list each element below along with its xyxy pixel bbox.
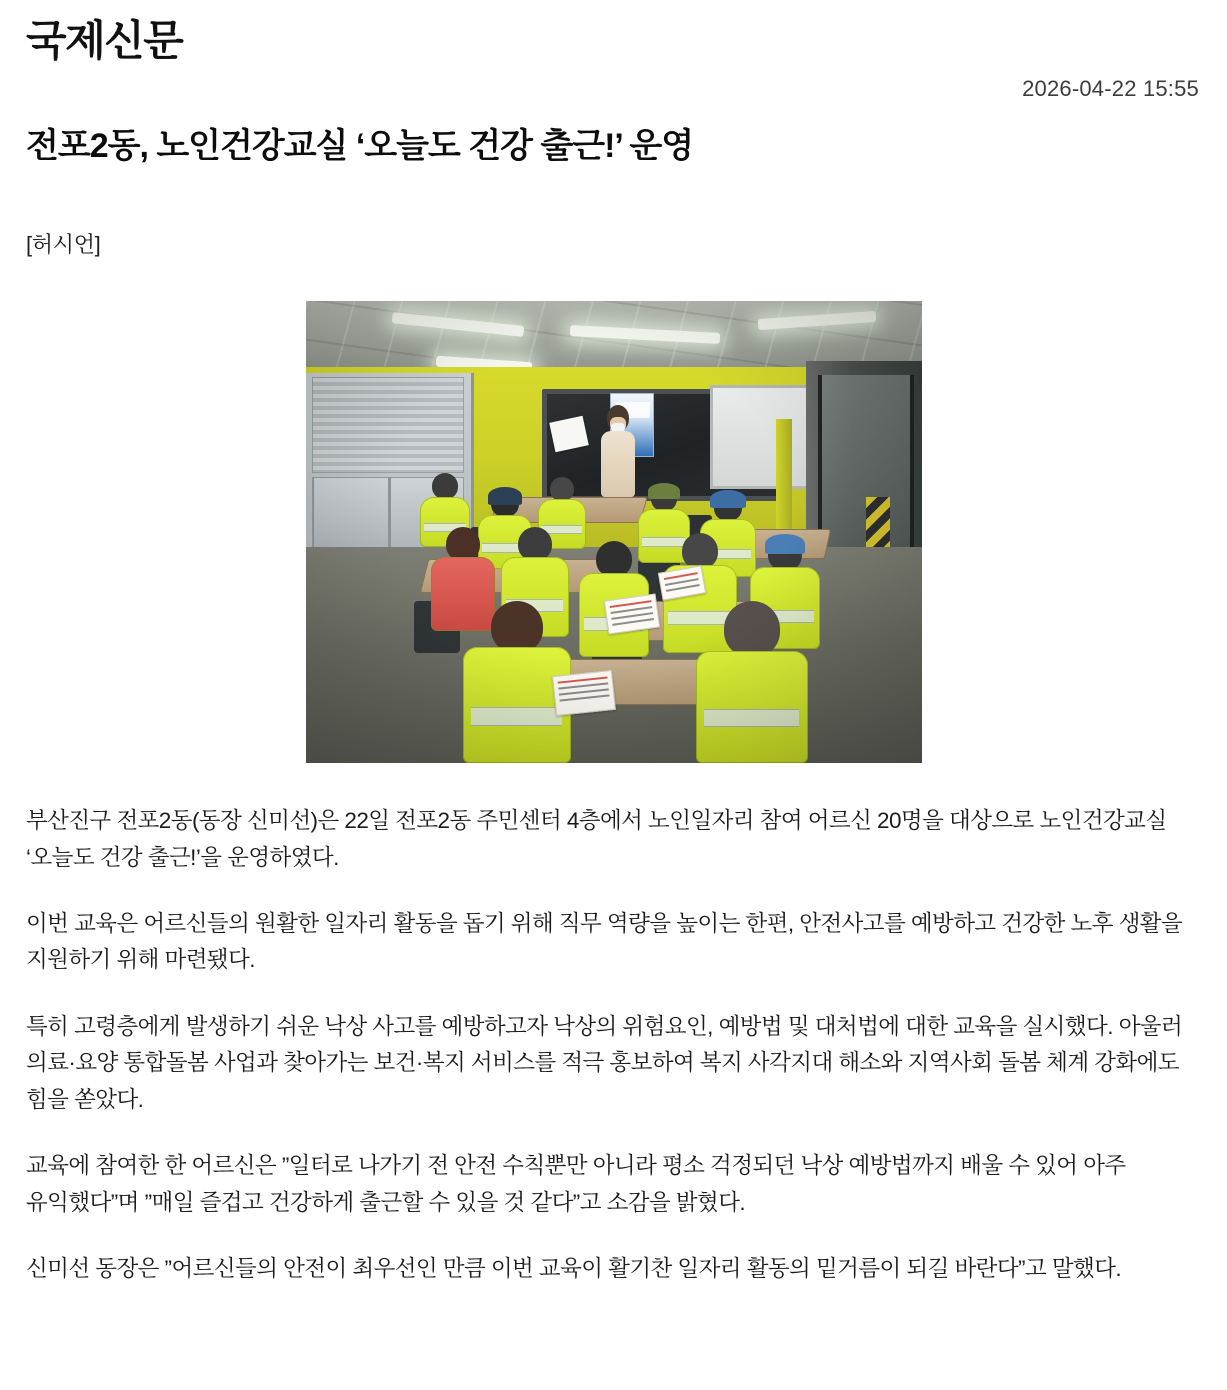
timestamp-row	[22, 76, 1205, 102]
photo-handout-line	[559, 694, 609, 701]
photo-person-head	[432, 473, 458, 499]
photo-handout	[552, 670, 616, 716]
article-paragraph: 특히 고령층에게 발생하기 쉬운 낙상 사고를 예방하고자 낙상의 위험요인, 예방법 및 대처법에 대한 교육을 실시했다. 아울러 의료·요양 통합돌봄 사업과 찾아가는 보건·복지 서비스를 적극 홍보하여 복지 사각지대 해소와 지역사회 돌봄 체계 강화에도 힘을 쏟았다.	[26, 1013, 1183, 1112]
photo-person-head	[446, 527, 480, 561]
article-byline: [허시언]	[26, 232, 101, 258]
article-paragraph: 신미선 동장은 ”어르신들의 안전이 최우선인 만큼 이번 교육이 활기찬 일자리 활동의 밑거름이 되길 바란다”고 말했다.	[26, 1256, 1122, 1282]
photo-person-head	[596, 541, 632, 577]
photo-handout	[603, 594, 659, 635]
photo-person-head	[724, 601, 780, 657]
article-body	[22, 803, 1205, 1287]
photo-handout-line	[665, 584, 699, 592]
photo-person-cap	[710, 490, 746, 508]
photo-person-head	[518, 527, 552, 561]
classroom-photo	[306, 301, 922, 763]
photo-instructor	[596, 405, 640, 497]
article-paragraph: 이번 교육은 어르신들의 원활한 일자리 활동을 돕기 위해 직무 역량을 높이는 한편, 안전사고를 예방하고 건강한 노후 생활을 지원하기 위해 마련됐다.	[26, 910, 1183, 973]
photo-person-cap	[765, 534, 805, 554]
photo-person-cap	[488, 487, 522, 505]
photo-person-head	[682, 533, 718, 569]
photo-person-head	[491, 601, 543, 653]
publish-timestamp: 2026-04-22 15:55	[1022, 76, 1199, 102]
photo-safety-vest	[696, 651, 808, 763]
photo-person-head	[550, 477, 574, 501]
photo-person-cap	[648, 483, 680, 499]
photo-window-blind	[312, 377, 464, 473]
photo-window-mullion	[388, 477, 391, 551]
photo-attendee-foreground	[688, 601, 816, 763]
article-paragraph: 부산진구 전포2동(동장 신미선)은 22일 전포2동 주민센터 4층에서 노인일자리 참여 어르신 20명을 대상으로 노인건강교실 ‘오늘도 건강 출근!’을 운영하였다.	[26, 808, 1167, 870]
article-paragraph: 교육에 참여한 한 어르신은 ”일터로 나가기 전 안전 수칙뿐만 아니라 평소 걱정되던 낙상 예방법까지 배울 수 있어 아주 유익했다”며 ”매일 즐겁고 건강하게 출근할 수 있을 것 같다”고 소감을 밝혔다.	[26, 1153, 1126, 1215]
article-figure	[22, 301, 1205, 763]
photo-handout-line	[612, 618, 654, 626]
article-headline: 전포2동, 노인건강교실 ‘오늘도 건강 출근!’ 운영	[26, 127, 694, 166]
photo-person-body	[601, 431, 635, 497]
newspaper-masthead[interactable]: 국제신문	[26, 17, 183, 64]
